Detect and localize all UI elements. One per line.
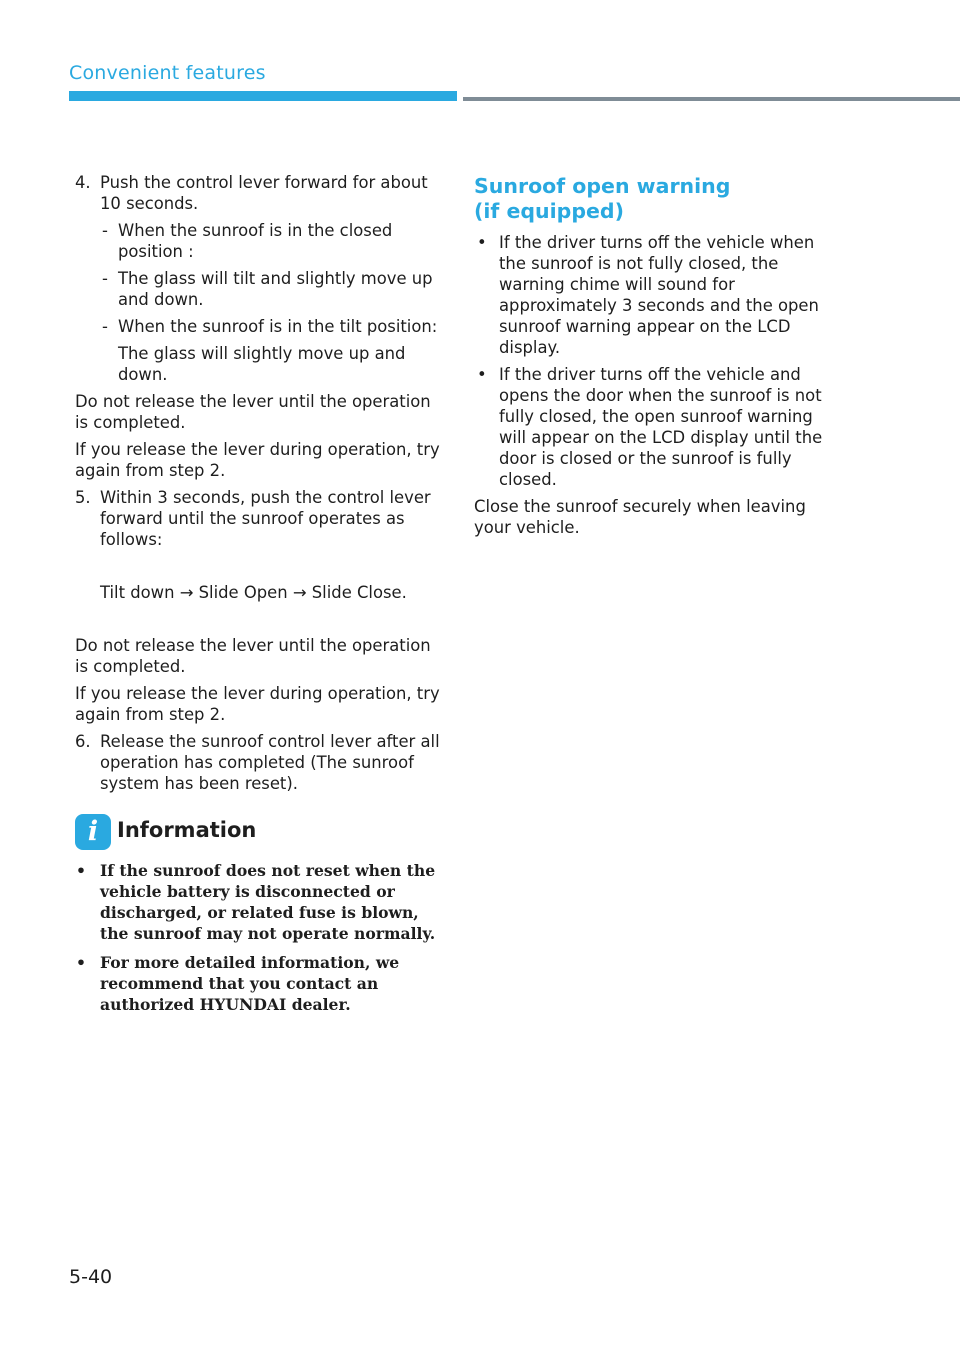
paragraph: Do not release the lever until the operation is completed. [75,392,431,432]
page-number: 5-40 [69,1266,113,1288]
information-bullet [75,952,445,1015]
dash-marker: - [102,221,108,240]
sub-paragraph: The glass will slightly move up and down. [118,344,406,384]
paragraph: If you release the lever during operation, try again from step 2. [75,684,440,724]
heading-line: (if equipped) [474,199,624,223]
dash-text: When the sunroof is in the tilt position: [118,317,438,336]
step-text: Push the control lever forward for about 10 seconds. [100,173,428,213]
step-number: 4. [75,173,91,192]
bullet-text: If the sunroof does not reset when the vehicle battery is disconnected or discharged, or related fuse is blown, the sunroof may not operate normally. [100,861,436,943]
operation-sequence: Tilt down → Slide Open → Slide Close. [100,583,407,602]
dash-marker: - [102,269,108,288]
step-5 [75,487,445,550]
header-rule-accent [69,91,457,101]
dash-item [75,268,445,310]
step-6 [75,731,445,794]
information-bullet [75,860,445,944]
header-rule-gray [463,97,960,101]
paragraph: Do not release the lever until the operation is completed. [75,636,431,676]
dash-text: The glass will tilt and slightly move up and down. [118,269,433,309]
heading-line: Sunroof open warning [474,174,731,198]
paragraph: Close the sunroof securely when leaving your vehicle. [474,497,806,537]
step-text: Release the sunroof control lever after all operation has completed (The sunroof system has been reset). [100,732,440,793]
bullet-marker: • [477,233,487,252]
dash-item [75,220,445,262]
dash-text: When the sunroof is in the closed position : [118,221,393,261]
left-column [75,172,445,1023]
bullet-marker: • [76,953,86,972]
dash-item [75,316,445,337]
step-text: Within 3 seconds, push the control lever forward until the sunroof operates as follows: [100,488,431,549]
dash-marker: - [102,317,108,336]
paragraph: If you release the lever during operation, try again from step 2. [75,440,440,480]
info-icon: i [75,814,111,850]
bullet-marker: • [76,861,86,880]
bullet-text: If the driver turns off the vehicle and opens the door when the sunroof is not fully closed, the open sunroof warning will appear on the LCD display until the door is closed or the sunroof is fully closed. [499,365,823,489]
step-number: 5. [75,488,91,507]
bullet-marker: • [477,365,487,384]
bullet-text: For more detailed information, we recommend that you contact an authorized HYUNDAI dealer. [100,953,400,1014]
bullet-text: If the driver turns off the vehicle when the sunroof is not fully closed, the warning chime will sound for approximately 3 seconds and the open sunroof warning appear on the LCD display. [499,233,819,357]
section-title: Convenient features [69,62,266,84]
bullet-item [474,232,834,358]
right-column [474,174,834,544]
step-number: 6. [75,732,91,751]
section-heading [474,174,834,224]
information-header [75,812,445,850]
step-4 [75,172,445,214]
bullet-item [474,364,834,490]
information-title: Information [117,818,257,842]
